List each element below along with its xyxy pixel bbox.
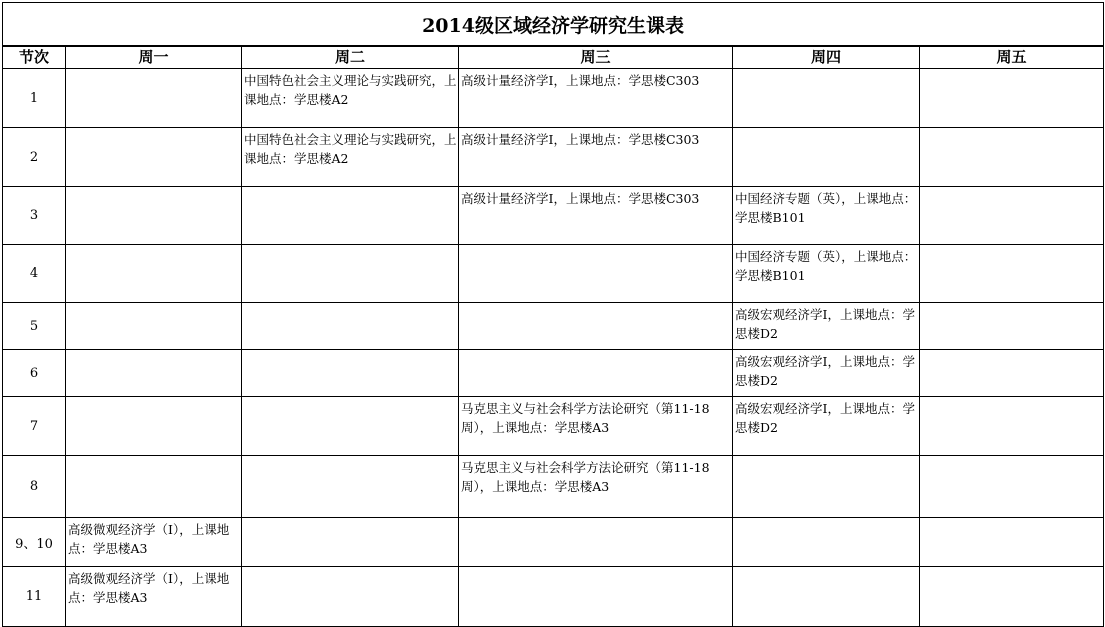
table-row (3, 245, 1104, 303)
course-cell-wed: 高级计量经济学I，上课地点：学思楼C303 (459, 128, 733, 187)
course-cell-tue (242, 456, 459, 518)
period-cell: 3 (3, 187, 66, 245)
course-cell-mon (66, 397, 242, 456)
header-row (3, 46, 1104, 69)
course-cell-wed (459, 350, 733, 397)
course-cell-tue (242, 350, 459, 397)
course-cell-wed (459, 518, 733, 567)
course-cell-fri (920, 187, 1104, 245)
table-row (3, 303, 1104, 350)
course-cell-mon (66, 245, 242, 303)
course-cell-wed: 高级计量经济学I，上课地点：学思楼C303 (459, 187, 733, 245)
course-cell-tue (242, 567, 459, 627)
period-cell: 5 (3, 303, 66, 350)
course-cell-mon: 高级微观经济学（I），上课地点：学思楼A3 (66, 567, 242, 627)
course-cell-fri (920, 128, 1104, 187)
table-row (3, 456, 1104, 518)
course-cell-fri (920, 567, 1104, 627)
table-row (3, 397, 1104, 456)
course-cell-tue (242, 187, 459, 245)
schedule-table (2, 2, 1104, 627)
period-cell: 7 (3, 397, 66, 456)
course-cell-fri (920, 69, 1104, 128)
course-cell-fri (920, 397, 1104, 456)
course-cell-thu: 高级宏观经济学I，上课地点：学思楼D2 (733, 303, 920, 350)
table-row (3, 128, 1104, 187)
course-cell-thu (733, 128, 920, 187)
course-cell-thu: 高级宏观经济学I，上课地点：学思楼D2 (733, 350, 920, 397)
course-cell-mon (66, 456, 242, 518)
course-cell-fri (920, 518, 1104, 567)
course-cell-mon (66, 69, 242, 128)
course-cell-mon (66, 187, 242, 245)
schedule-sheet (2, 2, 1103, 624)
course-cell-wed: 马克思主义与社会科学方法论研究（第11-18周），上课地点：学思楼A3 (459, 397, 733, 456)
header-monday: 周一 (66, 46, 242, 69)
header-friday: 周五 (920, 46, 1104, 69)
course-cell-mon: 高级微观经济学（I），上课地点：学思楼A3 (66, 518, 242, 567)
period-cell: 4 (3, 245, 66, 303)
course-cell-thu: 中国经济专题（英），上课地点：学思楼B101 (733, 245, 920, 303)
period-cell: 9、10 (3, 518, 66, 567)
course-cell-fri (920, 350, 1104, 397)
course-cell-tue: 中国特色社会主义理论与实践研究，上课地点：学思楼A2 (242, 128, 459, 187)
table-row (3, 69, 1104, 128)
course-cell-thu: 高级宏观经济学I，上课地点：学思楼D2 (733, 397, 920, 456)
course-cell-thu (733, 518, 920, 567)
table-row (3, 518, 1104, 567)
course-cell-mon (66, 350, 242, 397)
course-cell-thu: 中国经济专题（英），上课地点：学思楼B101 (733, 187, 920, 245)
course-cell-thu (733, 69, 920, 128)
course-cell-fri (920, 303, 1104, 350)
period-cell: 2 (3, 128, 66, 187)
period-cell: 6 (3, 350, 66, 397)
course-cell-mon (66, 303, 242, 350)
course-cell-tue: 中国特色社会主义理论与实践研究，上课地点：学思楼A2 (242, 69, 459, 128)
period-cell: 11 (3, 567, 66, 627)
header-wednesday: 周三 (459, 46, 733, 69)
course-cell-thu (733, 567, 920, 627)
course-cell-mon (66, 128, 242, 187)
course-cell-wed (459, 245, 733, 303)
header-thursday: 周四 (733, 46, 920, 69)
table-row (3, 187, 1104, 245)
course-cell-wed: 马克思主义与社会科学方法论研究（第11-18周），上课地点：学思楼A3 (459, 456, 733, 518)
course-cell-tue (242, 303, 459, 350)
course-cell-wed (459, 567, 733, 627)
header-tuesday: 周二 (242, 46, 459, 69)
page-title: 2014级区域经济学研究生课表 (3, 3, 1104, 47)
course-cell-fri (920, 456, 1104, 518)
course-cell-thu (733, 456, 920, 518)
header-period: 节次 (3, 46, 66, 69)
period-cell: 8 (3, 456, 66, 518)
period-cell: 1 (3, 69, 66, 128)
course-cell-tue (242, 518, 459, 567)
course-cell-tue (242, 245, 459, 303)
table-row (3, 350, 1104, 397)
course-cell-fri (920, 245, 1104, 303)
course-cell-wed: 高级计量经济学I，上课地点：学思楼C303 (459, 69, 733, 128)
course-cell-wed (459, 303, 733, 350)
course-cell-tue (242, 397, 459, 456)
table-row (3, 567, 1104, 627)
